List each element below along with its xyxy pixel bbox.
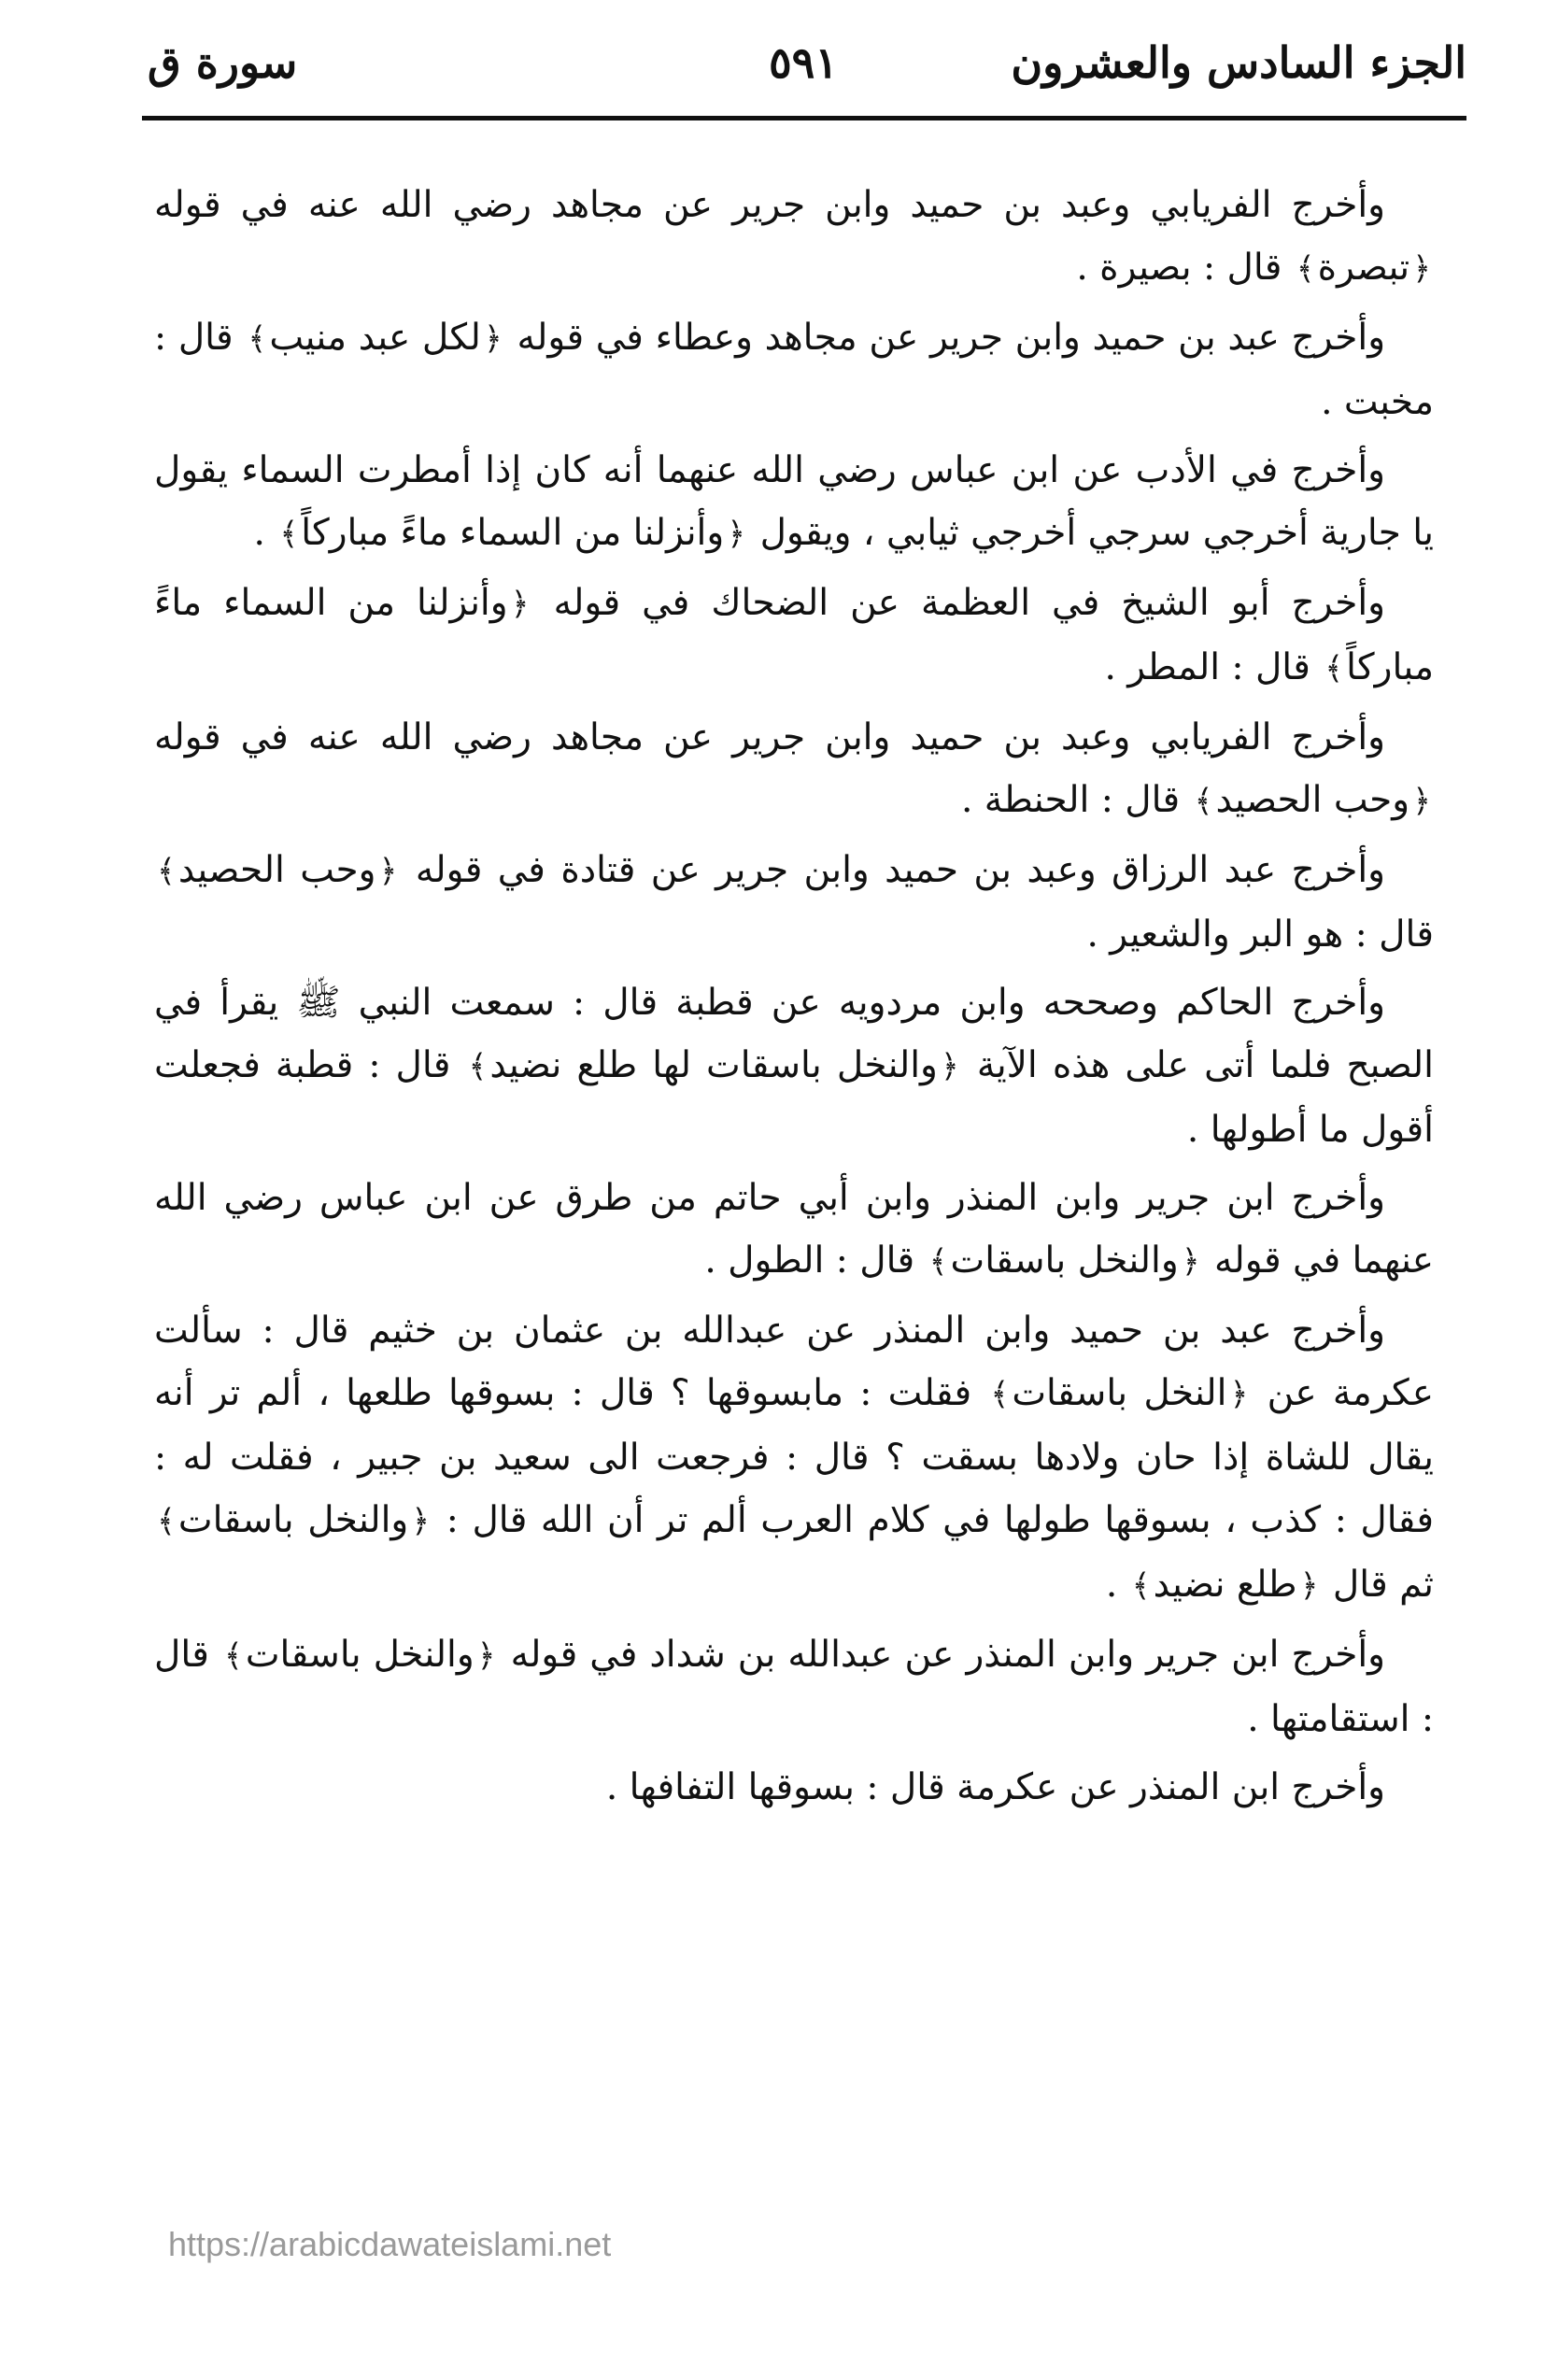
watermark-url: https://arabicdawateislami.net xyxy=(168,2225,612,2263)
quran-quote: والنخل باسقات xyxy=(950,1240,1179,1282)
quran-quote: النخل باسقات xyxy=(1012,1372,1227,1414)
quran-quote: وأنزلنا من السماء ماءً مباركاً xyxy=(154,582,1434,688)
paragraph: وأخرج الحاكم وصححه وابن مردويه عن قطبة قال : سمعت النبي ﷺ يقرأ في الصبح فلما أتى على هذه الآية ﴿والنخل باسقات لها طلع نضيد﴾ قال : قطبة فجعلت أقول ما أطولها . xyxy=(154,982,1434,1151)
quran-quote: وأنزلنا من السماء ماءً مباركاً xyxy=(301,512,725,554)
paragraph: وأخرج ابن جرير وابن المنذر عن عبدالله بن شداد في قوله ﴿والنخل باسقات﴾ قال : استقامتها . xyxy=(154,1634,1434,1740)
page-number: ٥٩١ xyxy=(768,37,839,88)
paragraph: وأخرج الفريابي وعبد بن حميد وابن جرير عن مجاهد رضي الله عنه في قوله ﴿وحب الحصيد﴾ قال : الحنطة . xyxy=(154,716,1431,821)
juz-title: الجزء السادس والعشرون xyxy=(1011,37,1466,88)
paragraph: وأخرج أبو الشيخ في العظمة عن الضحاك في قوله ﴿وأنزلنا من السماء ماءً مباركاً﴾ قال : المطر . xyxy=(154,582,1434,688)
paragraph: وأخرج عبد بن حميد وابن المنذر عن عبدالله بن عثمان بن خثيم قال : سألت عكرمة عن ﴿النخل باسقات﴾ فقلت : مابسوقها ؟ قال : بسوقها طلعها ، ألم تر أنه يقال للشاة إذا حان ولادها بسقت ؟ قال : فرجعت الى سعيد بن جبير ، فقلت له : فقال : كذب ، بسوقها طولها في كلام العرب ألم تر أن الله قال : ﴿والنخل باسقات﴾ ثم قال ﴿طلع نضيد﴾ . xyxy=(154,1310,1434,1606)
page-body xyxy=(154,174,1434,1824)
paragraph: وأخرج عبد بن حميد وابن جرير عن مجاهد وعطاء في قوله ﴿لكل عبد منيب﴾ قال : مخبت . xyxy=(154,317,1434,423)
quran-quote: وحب الحصيد xyxy=(1215,779,1410,821)
quran-quote: طلع نضيد xyxy=(1153,1564,1297,1606)
surah-title: سورة ق xyxy=(148,37,298,88)
header-rule xyxy=(142,116,1466,120)
quran-quote: تبصرة xyxy=(1317,247,1410,289)
quran-quote: لكل عبد منيب xyxy=(269,317,481,359)
page-header xyxy=(140,28,1466,118)
paragraph: وأخرج الفريابي وعبد بن حميد وابن جرير عن مجاهد رضي الله عنه في قوله ﴿تبصرة﴾ قال : بصيرة . xyxy=(154,184,1431,289)
paragraph: وأخرج في الأدب عن ابن عباس رضي الله عنهما أنه كان إذا أمطرت السماء يقول يا جارية أخرجي سرجي أخرجي ثيابي ، ويقول ﴿وأنزلنا من السماء ماءً مباركاً﴾ . xyxy=(154,449,1434,554)
paragraph: وأخرج عبد الرزاق وعبد بن حميد وابن جرير عن قتادة في قوله ﴿وحب الحصيد﴾ قال : هو البر والشعير . xyxy=(157,849,1434,956)
quran-quote: والنخل باسقات xyxy=(245,1634,475,1676)
quran-quote: والنخل باسقات xyxy=(177,1499,409,1541)
paragraph: وأخرج ابن المنذر عن عكرمة قال : بسوقها التفافها . xyxy=(605,1766,1385,1808)
quran-quote: والنخل باسقات لها طلع نضيد xyxy=(489,1044,938,1086)
quran-quote: وحب الحصيد xyxy=(177,849,376,891)
paragraph: وأخرج ابن جرير وابن المنذر وابن أبي حاتم من طرق عن ابن عباس رضي الله عنهما في قوله ﴿والنخل باسقات﴾ قال : الطول . xyxy=(154,1177,1434,1282)
